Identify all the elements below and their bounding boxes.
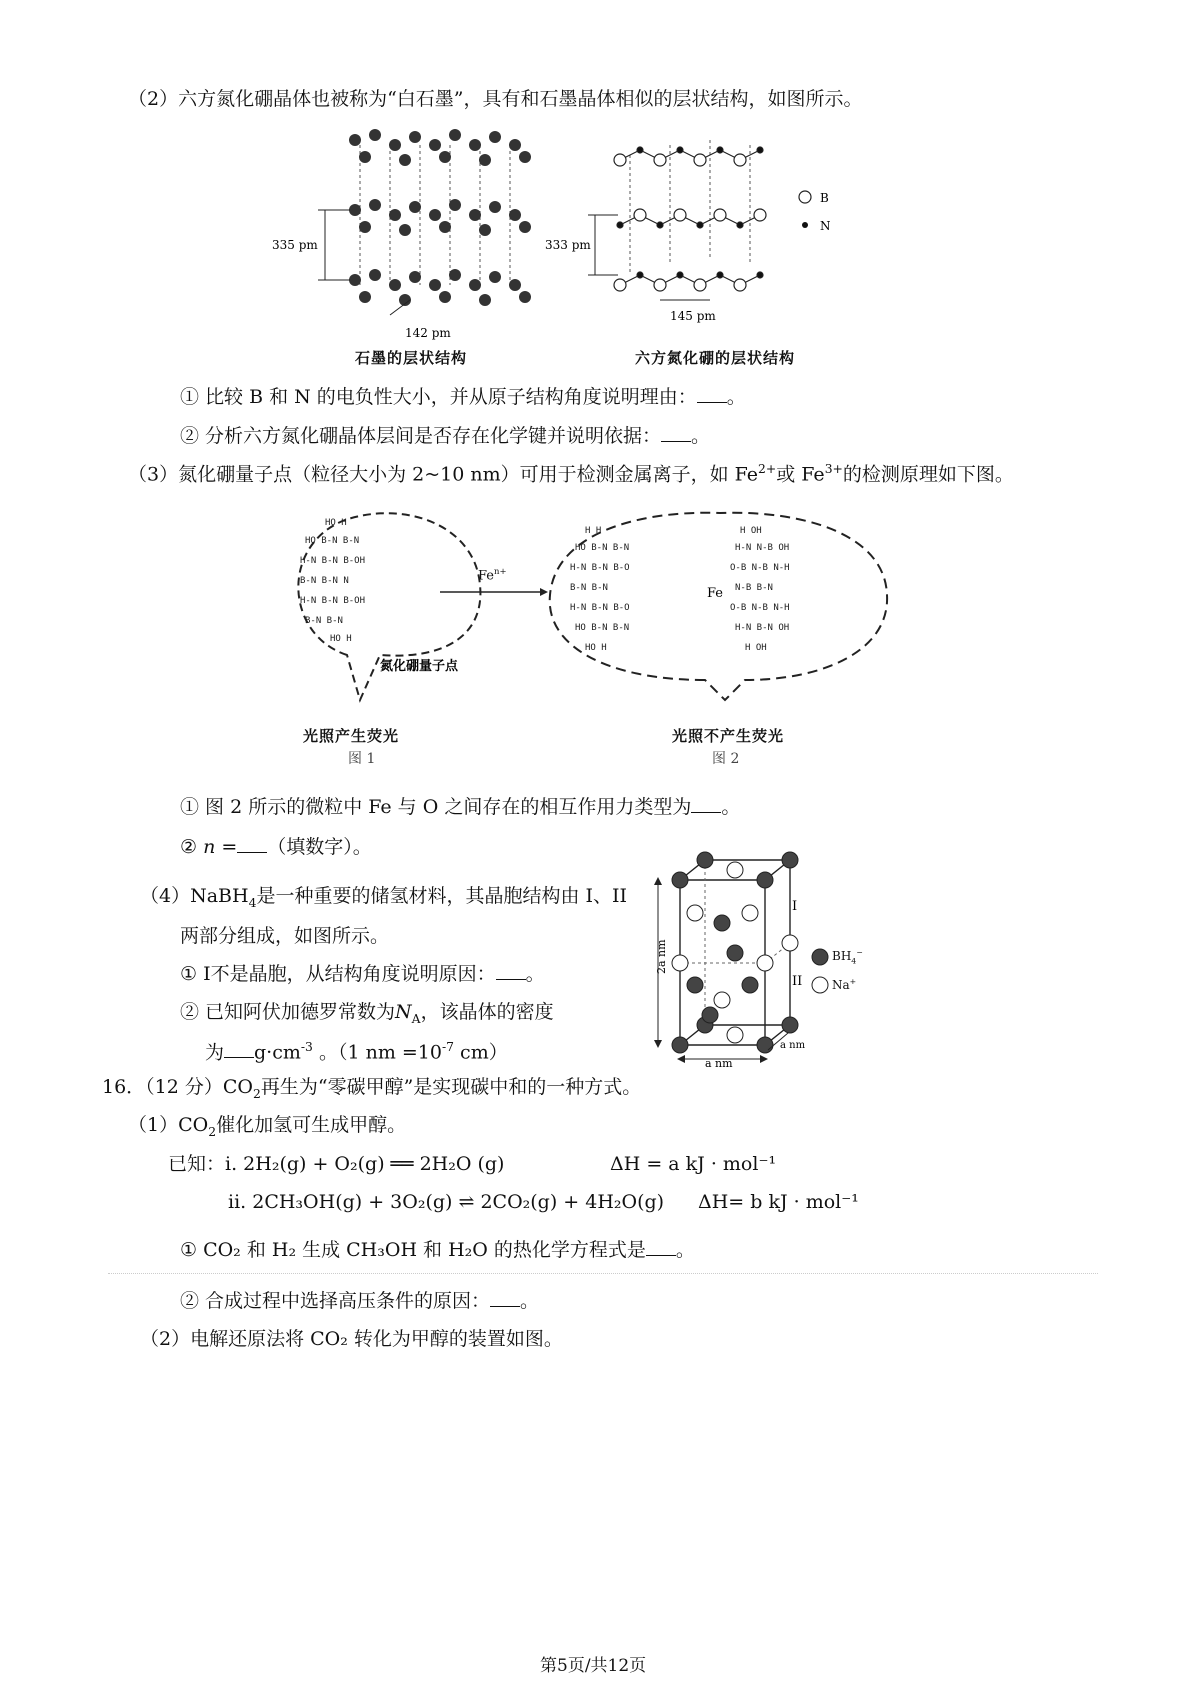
q15-4-line2: 两部分组成，如图所示。	[180, 925, 390, 947]
q15-2-intro: （2）六方氮化硼晶体也被称为“白石墨”，具有和石墨晶体相似的层状结构，如图所示。	[128, 88, 863, 110]
q15-4-line1: （4）NaBH$_4$是一种重要的储氢材料，其晶胞结构由 I、II	[140, 885, 627, 910]
svg-text:H-N B-N B-O: H-N B-N B-O	[570, 563, 630, 573]
bn-dist-label: 333 pm	[545, 238, 591, 252]
answer-blank[interactable]	[490, 1306, 520, 1307]
svg-text:H-N N-B OH: H-N N-B OH	[735, 543, 790, 553]
cell-depth: a nm	[780, 1040, 806, 1051]
answer-blank[interactable]	[691, 812, 721, 813]
fig2-status: 光照不产生荧光	[672, 727, 785, 745]
nabh4-unit-cell	[640, 845, 860, 1070]
fig1-label: 图 1	[348, 751, 376, 767]
svg-text:HO B-N B-N: HO B-N B-N	[575, 623, 630, 633]
cell-height: 2a nm	[655, 939, 668, 974]
q15-3-sub2: ② n = （填数字）。	[180, 836, 372, 858]
q15-4-sub1: ① I不是晶胞，从结构角度说明原因： 。	[180, 963, 545, 985]
bn-layer-figure	[540, 115, 860, 330]
q16-eq2-dh: ΔH= b kJ · mol⁻¹	[698, 1191, 859, 1213]
svg-text:HO H: HO H	[330, 634, 352, 644]
svg-text:H OH: H OH	[740, 526, 762, 536]
svg-text:B-N B-N N: B-N B-N N	[300, 576, 349, 586]
answer-blank[interactable]	[237, 852, 267, 853]
q16-header: 16．（12 分）$CO_2$再生为“零碳甲醇”是实现碳中和的一种方式。	[102, 1076, 642, 1101]
cell-label-I: I	[792, 899, 798, 914]
q15-2-sub1: ① 比较 B 和 N 的电负性大小，并从原子结构角度说明理由： 。	[180, 386, 746, 408]
divider	[108, 1273, 1098, 1274]
answer-blank[interactable]	[697, 402, 727, 403]
q16-1-sub2: ② 合成过程中选择高压条件的原因： 。	[180, 1290, 540, 1312]
page-number: 第5页/共12页	[540, 1656, 647, 1676]
svg-text:B-N B-N: B-N B-N	[305, 616, 343, 626]
q16-1-intro: $(1)CO_2$催化加氢可生成甲醇。	[128, 1114, 407, 1139]
legend-n: N	[820, 219, 831, 233]
svg-text:HO H: HO H	[585, 643, 607, 653]
svg-text:O-B N-B N-H: O-B N-B N-H	[730, 563, 790, 573]
q16-eq1: 已知：i. 2H₂(g) + O₂(g) ══ 2H₂O (g)	[168, 1153, 505, 1175]
svg-text:H-N B-N B-OH: H-N B-N B-OH	[300, 556, 366, 566]
q15-3-sub1: ① 图 2 所示的微粒中 Fe 与 O 之间存在的相互作用力类型为 。	[180, 796, 741, 818]
legend-n-marker	[802, 222, 808, 228]
answer-blank[interactable]	[646, 1255, 676, 1256]
legend-b: B	[820, 191, 829, 205]
legend-bh4: $BH_4^-$	[832, 948, 863, 966]
legend-na: Na+	[832, 977, 857, 992]
legend-b-marker	[799, 191, 811, 203]
svg-text:H-N B-N B-OH: H-N B-N B-OH	[300, 596, 366, 606]
svg-text:H-N B-N B-O: H-N B-N B-O	[570, 603, 630, 613]
answer-blank[interactable]	[496, 979, 526, 980]
q16-eq1-dh: ΔH = a kJ · mol⁻¹	[610, 1153, 777, 1175]
q16-1-sub1: ① CO₂ 和 H₂ 生成 CH₃OH 和 H₂O 的热化学方程式是 。	[180, 1239, 695, 1261]
answer-blank[interactable]	[661, 441, 691, 442]
svg-text:B-N B-N: B-N B-N	[570, 583, 608, 593]
svg-text:O-B N-B N-H: O-B N-B N-H	[730, 603, 790, 613]
graphite-layer-figure	[270, 115, 560, 375]
q15-4-sub2: ② 已知阿伏加德罗常数为$N_A$，该晶体的密度	[180, 1001, 554, 1026]
svg-text:HO B-N B-N: HO B-N B-N	[575, 543, 630, 553]
legend-bh4-marker	[812, 949, 828, 965]
q15-2-sub2: ② 分析六方氮化硼晶体层间是否存在化学键并说明依据： 。	[180, 425, 711, 447]
figure-2-fe-complex	[545, 505, 895, 705]
svg-text:N-B B-N: N-B B-N	[735, 583, 773, 593]
answer-blank[interactable]	[224, 1057, 254, 1058]
q15-3-intro: （3）氮化硼量子点（粒径大小为 2~10 nm）可用于检测金属离子，如 $Fe^{2+}$或 $Fe^{3+}$的检测原理如下图。	[128, 462, 1014, 486]
fig1-status: 光照产生荧光	[303, 727, 400, 745]
cell-label-II: II	[792, 974, 803, 989]
cell-width: a nm	[705, 1057, 733, 1070]
arrow-label: $Fe^{n+}$	[478, 566, 507, 584]
qd-label: 氮化硼量子点	[380, 659, 459, 674]
fig2-label: 图 2	[712, 751, 740, 767]
svg-text:HO H: HO H	[325, 518, 347, 528]
q15-4-sub2-line2: 为 $g\cdot cm^{-3}$ 。（1 nm $=10^{-7}$ cm）	[205, 1040, 508, 1064]
fe-center: Fe	[707, 586, 724, 601]
svg-text:H OH: H OH	[745, 643, 767, 653]
bn-bond-label: 145 pm	[670, 309, 716, 323]
svg-text:H H: H H	[585, 526, 602, 536]
legend-na-marker	[812, 977, 828, 993]
graphite-bond-label: 142 pm	[405, 326, 451, 340]
svg-text:H-N B-N OH: H-N B-N OH	[735, 623, 790, 633]
graphite-dist-label: 335 pm	[272, 238, 318, 252]
bn-caption: 六方氮化硼的层状结构	[635, 349, 796, 367]
graphite-caption: 石墨的层状结构	[355, 349, 468, 367]
q16-eq2: ii. 2CH₃OH(g) + 3O₂(g) ⇌ 2CO₂(g) + 4H₂O(g)	[228, 1191, 665, 1213]
svg-text:HO B-N B-N: HO B-N B-N	[305, 536, 360, 546]
q16-2-intro: （2）电解还原法将 CO₂ 转化为甲醇的装置如图。	[140, 1328, 563, 1350]
